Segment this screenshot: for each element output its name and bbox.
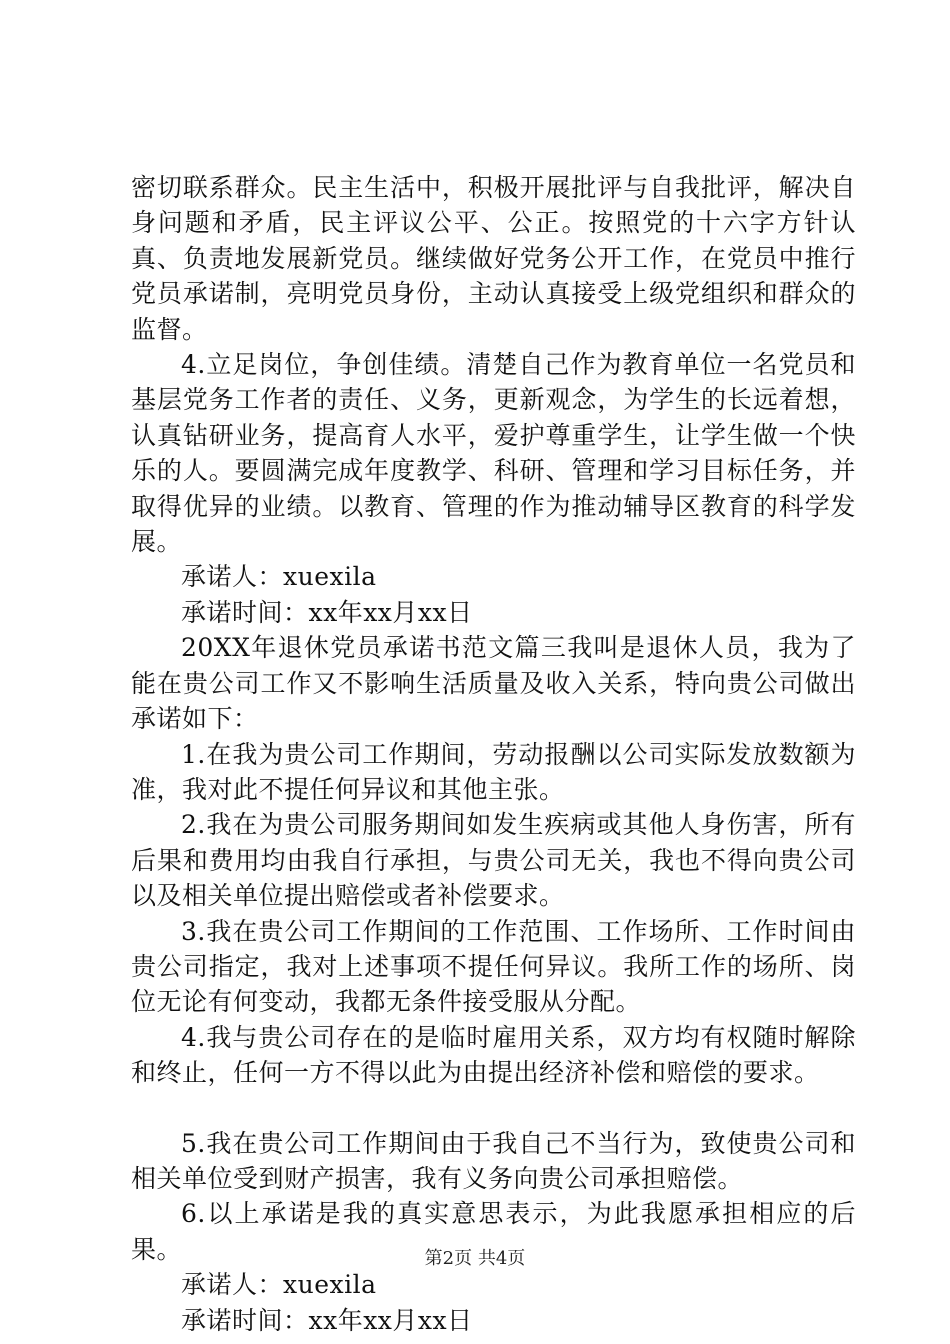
paragraph-item-3: 3.我在贵公司工作期间的工作范围、工作场所、工作时间由贵公司指定，我对上述事项不提任何异议。我所工作的场所、岗位无论有何变动，我都无条件接受服从分配。 <box>131 916 856 1017</box>
paragraph-item-5: 5.我在贵公司工作期间由于我自己不当行为，致使贵公司和相关单位受到财产损害，我有义务向贵公司承担赔偿。 <box>131 1128 856 1193</box>
blank-line <box>131 1091 856 1126</box>
paragraph-item-2: 2.我在为贵公司服务期间如发生疾病或其他人身伤害，所有后果和费用均由我自行承担，与贵公司无关，我也不得向贵公司以及相关单位提出赔偿或者补偿要求。 <box>131 810 856 911</box>
paragraph-item-1: 1.在我为贵公司工作期间，劳动报酬以公司实际发放数额为准，我对此不提任何异议和其他主张。 <box>131 739 856 804</box>
paragraph-item-4: 4.立足岗位，争创佳绩。清楚自己作为教育单位一名党员和基层党务工作者的责任、义务，更新观念，为学生的长远着想，认真钻研业务，提高育人水平，爱护尊重学生，让学生做一个快乐的人。要圆满完成年度教学、科研、管理和学习目标任务，并取得优异的业绩。以教育、管理的作为推动辅导区教育的科学发展。 <box>131 350 856 557</box>
paragraph-item-6: 6.以上承诺是我的真实意思表示，为此我愿承担相应的后果。 <box>131 1199 856 1264</box>
document-body <box>131 170 856 1338</box>
signature-line: 承诺人：xuexila <box>181 562 377 592</box>
page-indicator: 第2页 共4页 <box>424 1248 526 1269</box>
date-line: 承诺时间：xx年xx月xx日 <box>181 597 473 627</box>
paragraph-item-4b: 4.我与贵公司存在的是临时雇用关系，双方均有权随时解除和终止，任何一方不得以此为由提出经济补偿和赔偿的要求。 <box>131 1022 856 1088</box>
paragraph-continuation: 密切联系群众。民主生活中，积极开展批评与自我批评，解决自身问题和矛盾，民主评议公平、公正。按照党的十六字方针认真、负责地发展新党员。继续做好党务公开工作，在党员中推行党员承诺制，亮明党员身份，主动认真接受上级党组织和群众的监督。 <box>131 173 856 344</box>
paragraph-intro: 20XX年退休党员承诺书范文篇三我叫是退休人员，我为了能在贵公司工作又不影响生活质量及收入关系，特向贵公司做出承诺如下： <box>131 633 856 734</box>
date-line-2: 承诺时间：xx年xx月xx日 <box>181 1305 473 1335</box>
signature-line-2: 承诺人：xuexila <box>181 1270 377 1300</box>
